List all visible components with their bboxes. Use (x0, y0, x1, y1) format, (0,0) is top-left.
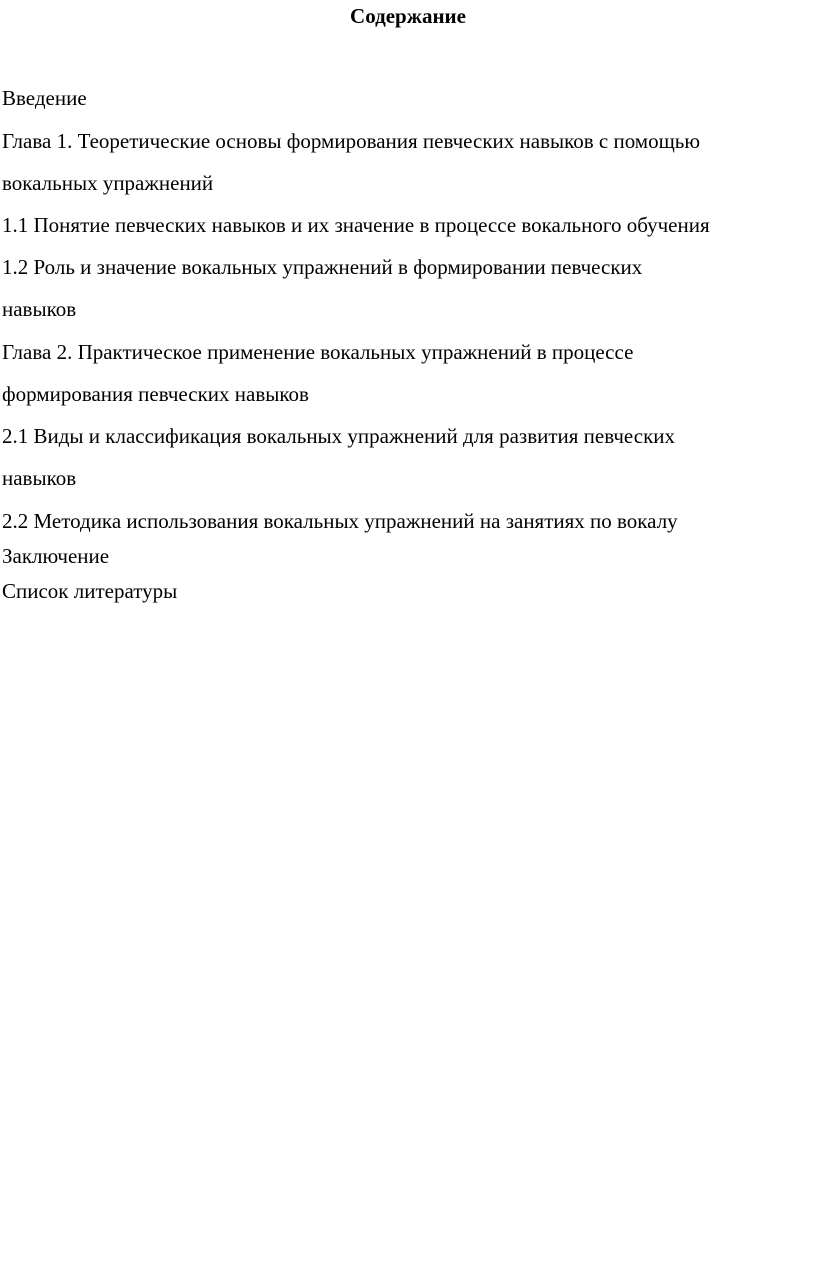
toc-entry-section-2-1: 2.1 Виды и классификация вокальных упражнений для развития певческих (2, 424, 676, 448)
toc-entry-section-2-2: 2.2 Методика использования вокальных упражнений на занятиях по вокалу (2, 509, 678, 533)
toc-entry-chapter-1-continued: вокальных упражнений (2, 171, 214, 195)
toc-entry-section-1-2-continued: навыков (2, 297, 77, 321)
toc-entry-references: Список литературы (2, 579, 178, 603)
toc-title: Содержание (350, 4, 466, 28)
toc-entry-chapter-1: Глава 1. Теоретические основы формирования певческих навыков с помощью (2, 129, 701, 153)
toc-entry-section-1-1: 1.1 Понятие певческих навыков и их значение в процессе вокального обучения (2, 213, 710, 237)
toc-entry-section-2-1-continued: навыков (2, 466, 77, 490)
toc-entry-introduction: Введение (2, 86, 87, 110)
toc-entry-chapter-2: Глава 2. Практическое применение вокальных упражнений в процессе (2, 340, 634, 364)
table-of-contents (2, 84, 816, 605)
toc-entry-conclusion: Заключение (2, 544, 110, 568)
toc-entry-chapter-2-continued: формирования певческих навыков (2, 382, 309, 406)
toc-entry-section-1-2: 1.2 Роль и значение вокальных упражнений в формировании певческих (2, 255, 643, 279)
